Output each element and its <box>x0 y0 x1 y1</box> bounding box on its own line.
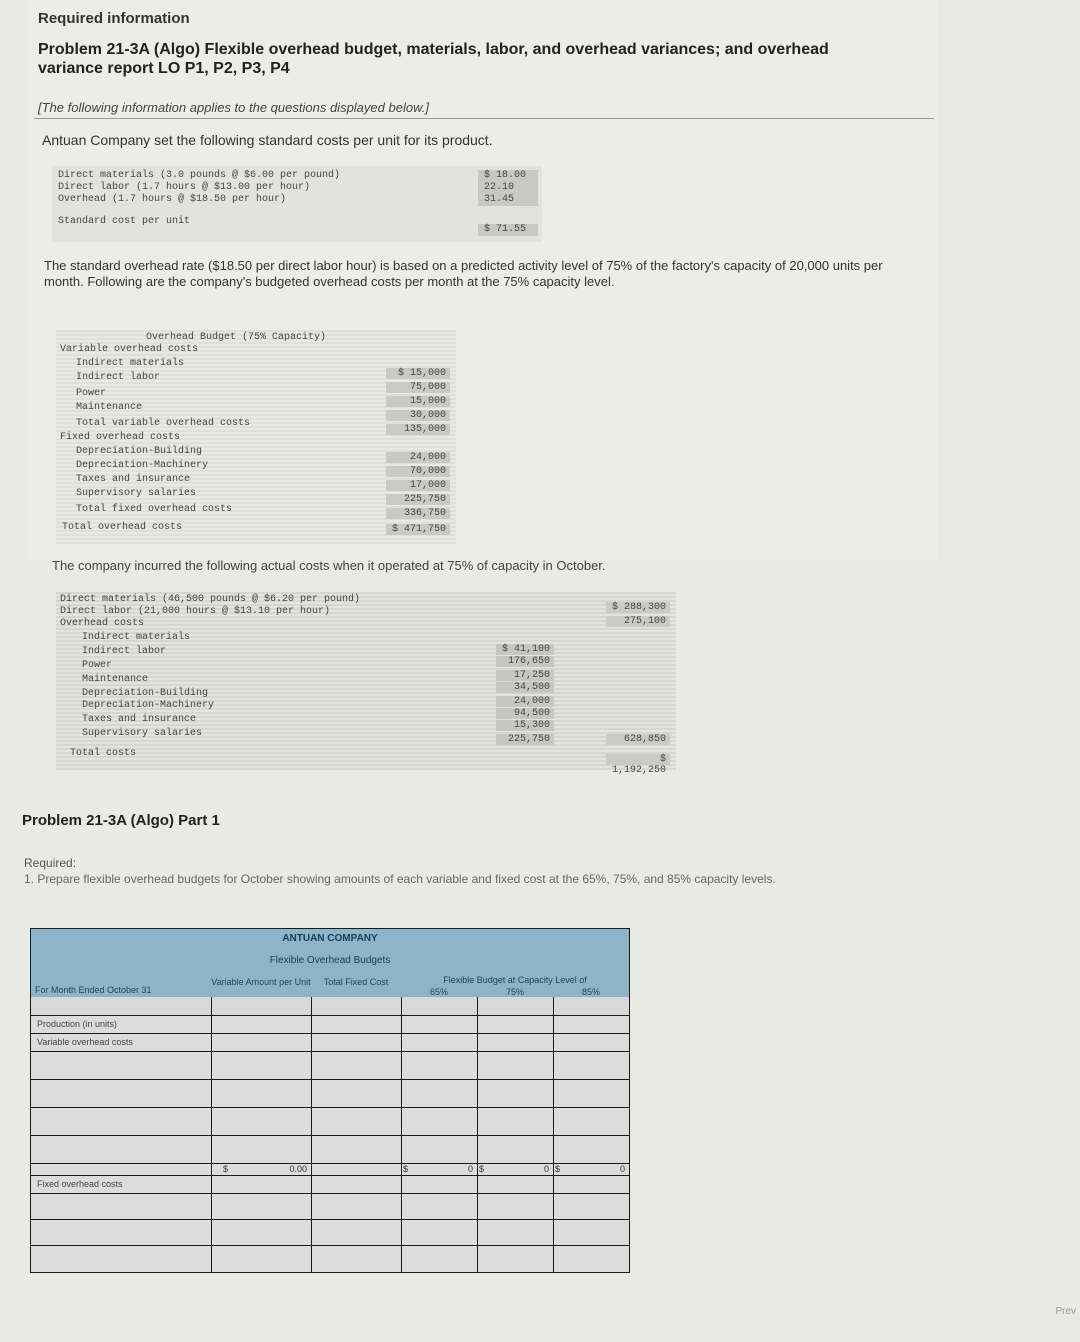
actual-costs-table <box>56 592 676 776</box>
currency-symbol: $ <box>223 1164 229 1174</box>
act-label: Power <box>82 660 113 671</box>
act-label: Direct materials (46,500 pounds @ $6.20 per pound) <box>60 594 361 605</box>
overhead-budget-title: Overhead Budget (75% Capacity) <box>146 332 327 343</box>
act-label: Indirect materials <box>82 632 191 643</box>
input-row[interactable] <box>31 1135 629 1163</box>
act-label: Maintenance <box>82 674 149 685</box>
act-value: $ 288,300 <box>606 602 670 613</box>
production-label: Production (in units) <box>37 1019 118 1029</box>
ob-value: 30,000 <box>386 410 450 421</box>
act-value: 275,100 <box>606 616 670 627</box>
total-fixed-header: Total Fixed Cost <box>323 977 389 987</box>
worksheet-subtitle: Flexible Overhead Budgets <box>269 955 391 966</box>
input-row[interactable] <box>31 1079 629 1107</box>
input-row[interactable] <box>31 1219 629 1245</box>
worksheet-header <box>31 929 629 997</box>
act-value: 15,300 <box>496 720 554 731</box>
fixed-header-row <box>31 1175 629 1193</box>
ob-label: Total variable overhead costs <box>76 418 251 429</box>
total-variable-per-unit: 0.00 <box>289 1164 307 1174</box>
ob-label: Depreciation-Machinery <box>76 460 209 471</box>
total-75: 0 <box>543 1164 549 1174</box>
info-note: [The following information applies to the questions displayed below.] <box>38 100 429 115</box>
currency-symbol: $ <box>403 1164 409 1174</box>
actual-costs-intro: The company incurred the following actual costs when it operated at 75% of capacity in October. <box>52 558 606 573</box>
act-value: 17,250 <box>496 670 554 681</box>
ob-label: Supervisory salaries <box>76 488 197 499</box>
act-value: 24,000 <box>496 696 554 707</box>
variable-header: Variable overhead costs <box>60 344 199 355</box>
ob-label: Total overhead costs <box>62 522 183 533</box>
ob-label: Indirect materials <box>76 358 185 369</box>
ob-value: 336,750 <box>386 508 450 519</box>
ob-label: Power <box>76 388 107 399</box>
ob-value: 15,000 <box>386 396 450 407</box>
level-65-header: 65% <box>429 987 448 997</box>
overhead-rate-paragraph: The standard overhead rate ($18.50 per direct labor hour) is based on a predicted activity level of 75% of the factory's capacity of 20,000 units per month. Following are the company's budgeted overhead costs per month at the 75% capacity level. <box>44 258 883 289</box>
std-row-value: 22.10 <box>478 182 538 194</box>
part-title: Problem 21-3A (Algo) Part 1 <box>22 812 220 829</box>
total-variable-row <box>31 1163 629 1175</box>
level-85-header: 85% <box>581 987 600 997</box>
total-85: 0 <box>619 1164 625 1174</box>
total-65: 0 <box>467 1164 473 1174</box>
ob-label: Maintenance <box>76 402 143 413</box>
level-75-header: 75% <box>505 987 524 997</box>
production-row <box>31 1015 629 1033</box>
act-value: 34,500 <box>496 682 554 693</box>
overhead-budget-table <box>56 330 456 544</box>
input-row[interactable] <box>31 1051 629 1079</box>
column-divider <box>401 997 402 1272</box>
act-label: Depreciation-Building <box>82 688 209 699</box>
required-information-label: Required information <box>38 10 190 27</box>
ob-value: $ 471,750 <box>386 524 450 535</box>
input-row[interactable] <box>31 1107 629 1135</box>
act-label: Supervisory salaries <box>82 728 203 739</box>
standard-cost-table <box>52 166 542 242</box>
variable-per-unit-header: Variable Amount per Unit <box>211 977 311 987</box>
act-value: $ 41,100 <box>496 644 554 655</box>
worksheet-company: ANTUAN COMPANY <box>282 933 378 944</box>
act-label: Indirect labor <box>82 646 167 657</box>
std-row-label: Direct materials (3.0 pounds @ $6.00 per pound) <box>58 170 341 181</box>
std-row-label: Overhead (1.7 hours @ $18.50 per hour) <box>58 194 287 205</box>
flexible-budget-worksheet <box>30 928 630 1273</box>
overhead-total-value: 628,850 <box>606 734 670 745</box>
column-divider <box>211 997 212 1272</box>
act-value: 176,650 <box>496 656 554 667</box>
ob-label: Taxes and insurance <box>76 474 191 485</box>
std-row-value: $ 71.55 <box>478 224 538 236</box>
input-row[interactable] <box>31 1193 629 1219</box>
std-row-value: $ 18.00 <box>478 170 538 182</box>
ob-value: 17,000 <box>386 480 450 491</box>
period-header: For Month Ended October 31 <box>35 985 152 995</box>
variable-header-row <box>31 1033 629 1051</box>
act-value: 225,750 <box>496 734 554 745</box>
ob-value: $ 15,000 <box>386 368 450 379</box>
column-divider <box>477 997 478 1272</box>
variable-overhead-label: Variable overhead costs <box>37 1037 133 1047</box>
ob-label: Total fixed overhead costs <box>76 504 233 515</box>
act-label: Depreciation-Machinery <box>82 700 215 711</box>
ob-value: 135,000 <box>386 424 450 435</box>
act-value: $ 1,192,250 <box>606 754 670 765</box>
prev-button[interactable]: Prev <box>1055 1306 1076 1317</box>
act-value: 94,500 <box>496 708 554 719</box>
ob-label: Depreciation-Building <box>76 446 203 457</box>
std-row-label: Standard cost per unit <box>58 216 191 227</box>
ob-label: Indirect labor <box>76 372 161 383</box>
ob-value: 24,000 <box>386 452 450 463</box>
intro-text: Antuan Company set the following standard costs per unit for its product. <box>42 132 493 148</box>
column-divider <box>553 997 554 1272</box>
currency-symbol: $ <box>555 1164 561 1174</box>
act-label: Direct labor (21,000 hours @ $13.10 per hour) <box>60 606 331 617</box>
flexible-budget-header: Flexible Budget at Capacity Level of <box>443 975 587 985</box>
act-label: Total costs <box>70 748 137 759</box>
std-row-label: Direct labor (1.7 hours @ $13.00 per hour) <box>58 182 311 193</box>
fixed-header: Fixed overhead costs <box>60 432 181 443</box>
fixed-overhead-label: Fixed overhead costs <box>37 1179 123 1189</box>
ob-value: 225,750 <box>386 494 450 505</box>
input-row[interactable] <box>31 1245 629 1272</box>
std-row-value: 31.45 <box>478 194 538 206</box>
ob-value: 70,000 <box>386 466 450 477</box>
currency-symbol: $ <box>479 1164 485 1174</box>
required-text: 1. Prepare flexible overhead budgets for October showing amounts of each variable and fixed cost at the 65%, 75%, and 85% capacity levels. <box>24 872 776 886</box>
problem-title: Problem 21-3A (Algo) Flexible overhead budget, materials, labor, and overhead variances; and overhead variance report LO P1, P2, P3, P4 <box>38 41 829 77</box>
overhead-costs-header: Overhead costs <box>60 618 145 629</box>
column-divider <box>311 997 312 1272</box>
divider <box>34 118 934 119</box>
act-label: Taxes and insurance <box>82 714 197 725</box>
required-label: Required: <box>24 856 77 870</box>
ob-value: 75,000 <box>386 382 450 393</box>
